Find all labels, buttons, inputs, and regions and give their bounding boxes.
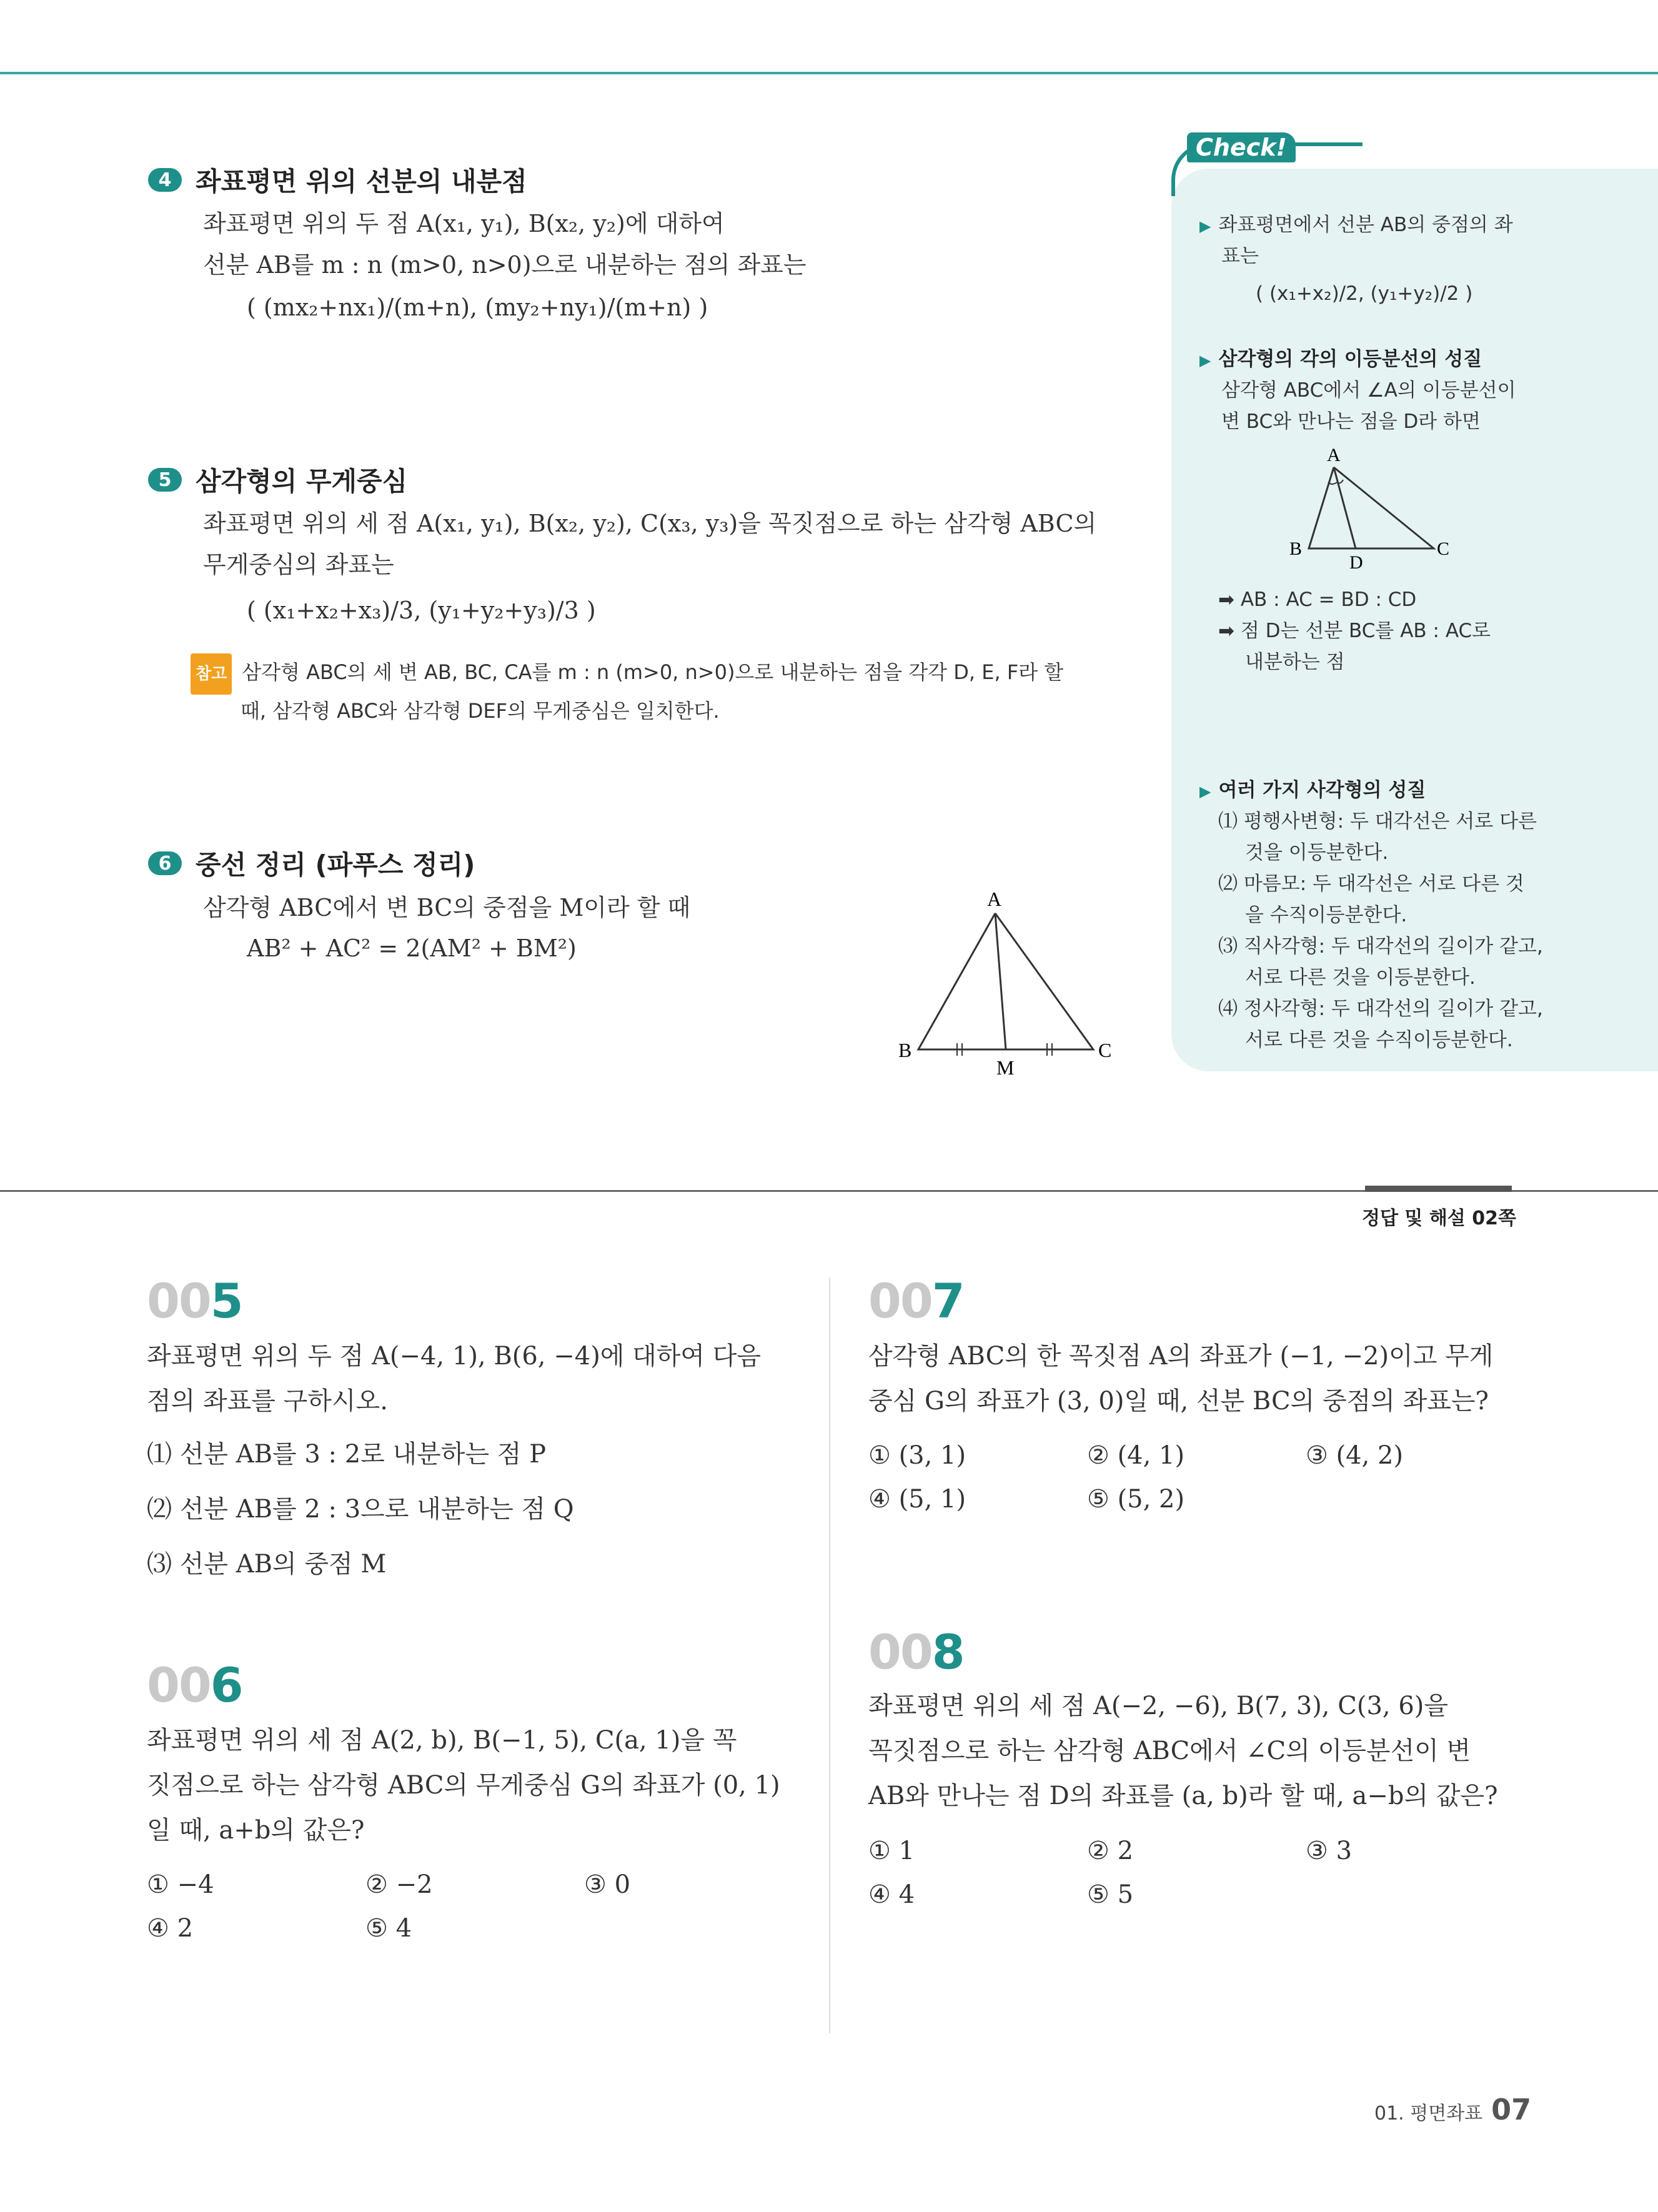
answer-ref-bar <box>1365 1186 1512 1192</box>
section-5-title: 삼각형의 무게중심 <box>196 466 408 497</box>
section-5-line-1: 좌표평면 위의 세 점 A(x₁, y₁), B(x₂, y₂), C(x₃, y₃)을 꼭짓점으로 하는 삼각형 ABC의 <box>203 510 1097 537</box>
chapter-label: 01. 평면좌표 <box>1374 2103 1483 2125</box>
section-6-heading <box>148 845 475 882</box>
choice-3[interactable]: ③ 3 <box>1306 1837 1353 1865</box>
section-4-title: 좌표평면 위의 선분의 내분점 <box>196 166 527 197</box>
problem-008-choices <box>868 1829 1524 1917</box>
check-item-3-line-5: ⑶ 직사각형: 두 대각선의 길이가 같고, <box>1218 935 1543 958</box>
section-5-note <box>191 653 1063 695</box>
check-item-3-line-2: 것을 이등분한다. <box>1245 841 1389 864</box>
vertex-a-label: A <box>987 888 1002 910</box>
check-item-1-title: ▶ 좌표평면에서 선분 AB의 중점의 좌 <box>1199 214 1513 236</box>
check-item-2-result-1: ➡ AB : AC = BD : CD <box>1218 588 1417 611</box>
check-item-2-line-2: 변 BC와 만나는 점을 D라 하면 <box>1221 410 1481 433</box>
check-item-3-line-1: ⑴ 평행사변형: 두 대각선은 서로 다른 <box>1218 810 1537 833</box>
check-item-3-title: ▶ 여러 가지 사각형의 성질 <box>1199 779 1426 801</box>
check-item-3-line-4: 을 수직이등분한다. <box>1245 904 1407 926</box>
check-item-3-line-7: ⑷ 정사각형: 두 대각선의 길이가 같고, <box>1218 998 1543 1020</box>
vertex-b-label: B <box>898 1039 912 1061</box>
section-6-badge: 6 <box>148 851 182 875</box>
note-label: 참고 <box>191 653 232 695</box>
check-item-3-line-6: 서로 다른 것을 이등분한다. <box>1245 966 1476 989</box>
problem-007-choices <box>868 1434 1524 1521</box>
choice-1[interactable]: ① (3, 1) <box>868 1441 966 1470</box>
bullet-icon: ▶ <box>1199 783 1211 800</box>
page-number: 07 <box>1491 2093 1532 2126</box>
problem-007-number: 007 <box>868 1273 964 1329</box>
median-triangle-figure <box>887 887 1124 1087</box>
problem-005-line-2: 점의 좌표를 구하시오. <box>147 1387 388 1416</box>
choice-4[interactable]: ④ 2 <box>147 1914 194 1943</box>
bisector-ad <box>1334 467 1356 548</box>
small-vertex-c: C <box>1437 538 1450 559</box>
problem-006-line-1: 좌표평면 위의 세 점 A(2, b), B(−1, 5), C(a, 1)을 꼭 <box>147 1726 737 1755</box>
section-4-heading <box>148 161 527 199</box>
triangle-abc <box>918 913 1093 1049</box>
section-5-line-2: 무게중심의 좌표는 <box>203 551 394 578</box>
choice-1[interactable]: ① 1 <box>868 1837 915 1865</box>
problem-005-sub-2: ⑵ 선분 AB를 2 : 3으로 내분하는 점 Q <box>147 1495 574 1524</box>
section-5-heading <box>148 461 407 498</box>
choice-3[interactable]: ③ 0 <box>584 1870 631 1899</box>
section-4-formula: ( (mx₂+nx₁)/(m+n), (my₂+ny₁)/(m+n) ) <box>247 294 708 321</box>
median-am <box>995 913 1006 1049</box>
choice-4[interactable]: ④ 4 <box>868 1880 915 1909</box>
check-item-2-result-2: ➡ 점 D는 선분 BC를 AB : AC로 <box>1218 620 1491 642</box>
section-6-formula: AB² + AC² = 2(AM² + BM²) <box>247 935 577 962</box>
problem-008-line-2: 꼭짓점으로 하는 삼각형 ABC에서 ∠C의 이등분선이 변 <box>868 1737 1471 1765</box>
problem-008-line-1: 좌표평면 위의 세 점 A(−2, −6), B(7, 3), C(3, 6)을 <box>868 1692 1449 1720</box>
check-label: Check! <box>1187 132 1296 162</box>
answer-reference: 정답 및 해설 02쪽 <box>1362 1208 1516 1229</box>
choice-2[interactable]: ② (4, 1) <box>1087 1441 1185 1470</box>
choice-2[interactable]: ② −2 <box>365 1870 433 1899</box>
midpoint-m-label: M <box>996 1056 1015 1079</box>
choice-4[interactable]: ④ (5, 1) <box>868 1485 966 1514</box>
check-item-2-title: ▶ 삼각형의 각의 이등분선의 성질 <box>1199 348 1482 370</box>
choice-2[interactable]: ② 2 <box>1087 1837 1134 1865</box>
problem-005-sub-1: ⑴ 선분 AB를 3 : 2로 내분하는 점 P <box>147 1440 547 1469</box>
check-item-1-title-2: 표는 <box>1221 245 1259 267</box>
choice-3[interactable]: ③ (4, 2) <box>1306 1441 1404 1470</box>
problem-005-sub-3: ⑶ 선분 AB의 중점 M <box>147 1550 387 1579</box>
check-item-3-line-3: ⑵ 마름모: 두 대각선은 서로 다른 것 <box>1218 873 1524 895</box>
problem-006-number: 006 <box>147 1657 242 1713</box>
check-item-2-result-3: 내분하는 점 <box>1245 651 1345 673</box>
section-4-badge: 4 <box>148 168 182 192</box>
small-vertex-a: A <box>1327 445 1341 465</box>
vertex-c-label: C <box>1098 1039 1112 1061</box>
bullet-icon: ▶ <box>1199 352 1211 369</box>
problem-007-line-2: 중심 G의 좌표가 (3, 0)일 때, 선분 BC의 중점의 좌표는? <box>868 1387 1489 1416</box>
problem-008-line-3: AB와 만나는 점 D의 좌표를 (a, b)라 할 때, a−b의 값은? <box>868 1782 1498 1810</box>
note-line-1: 삼각형 ABC의 세 변 AB, BC, CA를 m : n (m>0, n>0)으로 내분하는 점을 각각 D, E, F라 할 <box>242 660 1064 684</box>
problem-005-line-1: 좌표평면 위의 두 점 A(−4, 1), B(6, −4)에 대하여 다음 <box>147 1342 762 1371</box>
page-footer <box>1374 2093 1531 2126</box>
triangle-abc-small <box>1309 467 1434 548</box>
arrow-icon: ➡ <box>1218 588 1241 611</box>
angle-bisector-figure <box>1274 444 1462 575</box>
choice-1[interactable]: ① −4 <box>147 1870 214 1899</box>
check-item-1-formula: ( (x₁+x₂)/2, (y₁+y₂)/2 ) <box>1256 282 1473 305</box>
note-line-2: 때, 삼각형 ABC와 삼각형 DEF의 무게중심은 일치한다. <box>241 699 720 723</box>
small-point-d: D <box>1349 552 1363 573</box>
column-divider <box>829 1277 830 2033</box>
section-5-formula: ( (x₁+x₂+x₃)/3, (y₁+y₂+y₃)/3 ) <box>247 597 596 624</box>
choice-5[interactable]: ⑤ 4 <box>365 1914 412 1943</box>
problem-006-line-3: 일 때, a+b의 값은? <box>147 1816 365 1845</box>
problem-008-number: 008 <box>868 1624 964 1680</box>
section-5-badge: 5 <box>148 468 182 492</box>
check-item-2-line-1: 삼각형 ABC에서 ∠A의 이등분선이 <box>1221 379 1516 402</box>
problem-006-line-2: 짓점으로 하는 삼각형 ABC의 무게중심 G의 좌표가 (0, 1) <box>147 1771 780 1800</box>
problem-005-number: 005 <box>147 1273 242 1329</box>
section-6-line-1: 삼각형 ABC에서 변 BC의 중점을 M이라 할 때 <box>203 894 691 921</box>
choice-5[interactable]: ⑤ (5, 2) <box>1087 1485 1185 1514</box>
small-vertex-b: B <box>1289 538 1303 559</box>
top-rule <box>0 72 1658 74</box>
choice-5[interactable]: ⑤ 5 <box>1087 1880 1134 1909</box>
check-item-3-line-8: 서로 다른 것을 수직이등분한다. <box>1245 1029 1513 1051</box>
problem-006-choices <box>147 1863 803 1950</box>
problem-007-line-1: 삼각형 ABC의 한 꼭짓점 A의 좌표가 (−1, −2)이고 무게 <box>868 1342 1494 1371</box>
arrow-icon: ➡ <box>1218 620 1241 642</box>
section-6-title: 중선 정리 (파푸스 정리) <box>196 850 475 880</box>
section-4-line-1: 좌표평면 위의 두 점 A(x₁, y₁), B(x₂, y₂)에 대하여 <box>203 210 725 237</box>
bullet-icon: ▶ <box>1199 217 1211 235</box>
section-4-line-2: 선분 AB를 m : n (m>0, n>0)으로 내분하는 점의 좌표는 <box>203 251 807 279</box>
